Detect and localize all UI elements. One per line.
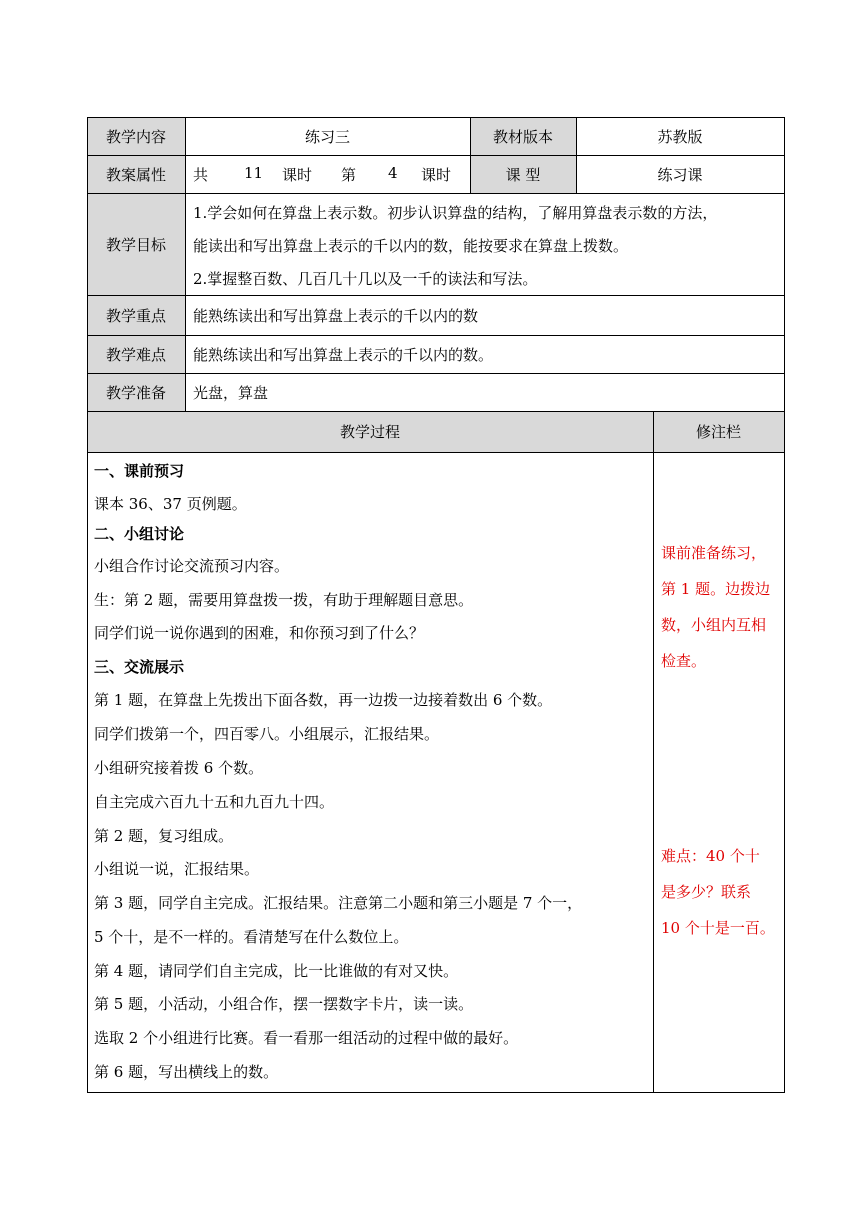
attr-gong: 共 xyxy=(193,166,209,184)
process-line: 选取 2 个小组进行比赛。看一看那一组活动的过程中做的最好。 xyxy=(94,1029,519,1047)
label-difficulty: 教学难点 xyxy=(105,345,166,364)
process-line: 第 1 题，在算盘上先拨出下面各数，再一边拨一边接着数出 6 个数。 xyxy=(94,691,553,709)
attr-keshi: 课时 xyxy=(421,166,452,184)
label-type: 课 型 xyxy=(505,165,541,184)
process-line: 课本 36、37 页例题。 xyxy=(94,495,247,513)
difficulty-text: 能熟练读出和写出算盘上表示的千以内的数。 xyxy=(193,345,494,364)
label-edition: 教材版本 xyxy=(492,127,553,146)
preparation-text: 光盘，算盘 xyxy=(193,383,269,402)
section-heading: 二、小组讨论 xyxy=(94,525,185,543)
label-key-point: 教学重点 xyxy=(105,306,166,325)
process-line: 第 4 题，请同学们自主完成，比一比谁做的有对又快。 xyxy=(94,962,459,980)
attr-keshi: 课时 xyxy=(282,166,313,184)
label-preparation: 教学准备 xyxy=(105,383,166,402)
lesson-title: 练习三 xyxy=(304,127,350,146)
process-line: 自主完成六百九十五和九百九十四。 xyxy=(94,793,335,811)
attr-total: 11 xyxy=(244,164,264,182)
section-heading: 一、课前预习 xyxy=(94,462,185,480)
lesson-type: 练习课 xyxy=(657,165,703,184)
attr-num: 4 xyxy=(388,164,398,182)
goal-line: 1.学会如何在算盘上表示数。初步认识算盘的结构，了解用算盘表示数的方法， xyxy=(193,204,718,222)
key-point-text: 能熟练读出和写出算盘上表示的千以内的数 xyxy=(193,306,479,325)
process-line: 同学们说一说你遇到的困难，和你预习到了什么？ xyxy=(94,624,425,642)
process-line: 第 6 题，写出横线上的数。 xyxy=(94,1063,279,1081)
lesson-attr xyxy=(185,155,470,193)
goal-line: 能读出和写出算盘上表示的千以内的数，能按要求在算盘上拨数。 xyxy=(193,237,629,255)
attr-di: 第 xyxy=(341,166,357,184)
process-line: 第 3 题，同学自主完成。汇报结果。注意第二小题和第三小题是 7 个一， xyxy=(94,894,583,912)
margin-note: 难点：40 个十 是多少？联系 10 个十是一百。 xyxy=(661,847,775,937)
label-attr: 教案属性 xyxy=(105,165,166,184)
process-line: 小组合作讨论交流预习内容。 xyxy=(94,557,290,575)
process-line: 第 2 题，复习组成。 xyxy=(94,827,234,845)
edition: 苏教版 xyxy=(657,127,703,146)
process-line: 第 5 题，小活动，小组合作，摆一摆数字卡片，读一读。 xyxy=(94,995,474,1013)
process-line: 小组说一说，汇报结果。 xyxy=(94,860,260,878)
goal-line: 2.掌握整百数、几百几十几以及一千的读法和写法。 xyxy=(193,270,538,288)
process-line: 生：第 2 题，需要用算盘拨一拨，有助于理解题目意思。 xyxy=(94,591,474,609)
label-content: 教学内容 xyxy=(105,127,166,146)
margin-note: 课前准备练习， 第 1 题。边拨边 数，小组内互相 检查。 xyxy=(661,544,771,670)
process-line: 小组研究接着拨 6 个数。 xyxy=(94,759,264,777)
label-goals: 教学目标 xyxy=(105,235,166,254)
process-line: 同学们拨第一个，四百零八。小组展示，汇报结果。 xyxy=(94,725,440,743)
notes-header: 修注栏 xyxy=(695,423,741,441)
process-header: 教学过程 xyxy=(339,423,400,441)
section-heading: 三、交流展示 xyxy=(94,658,185,676)
process-line: 5 个十，是不一样的。看清楚写在什么数位上。 xyxy=(94,928,409,946)
